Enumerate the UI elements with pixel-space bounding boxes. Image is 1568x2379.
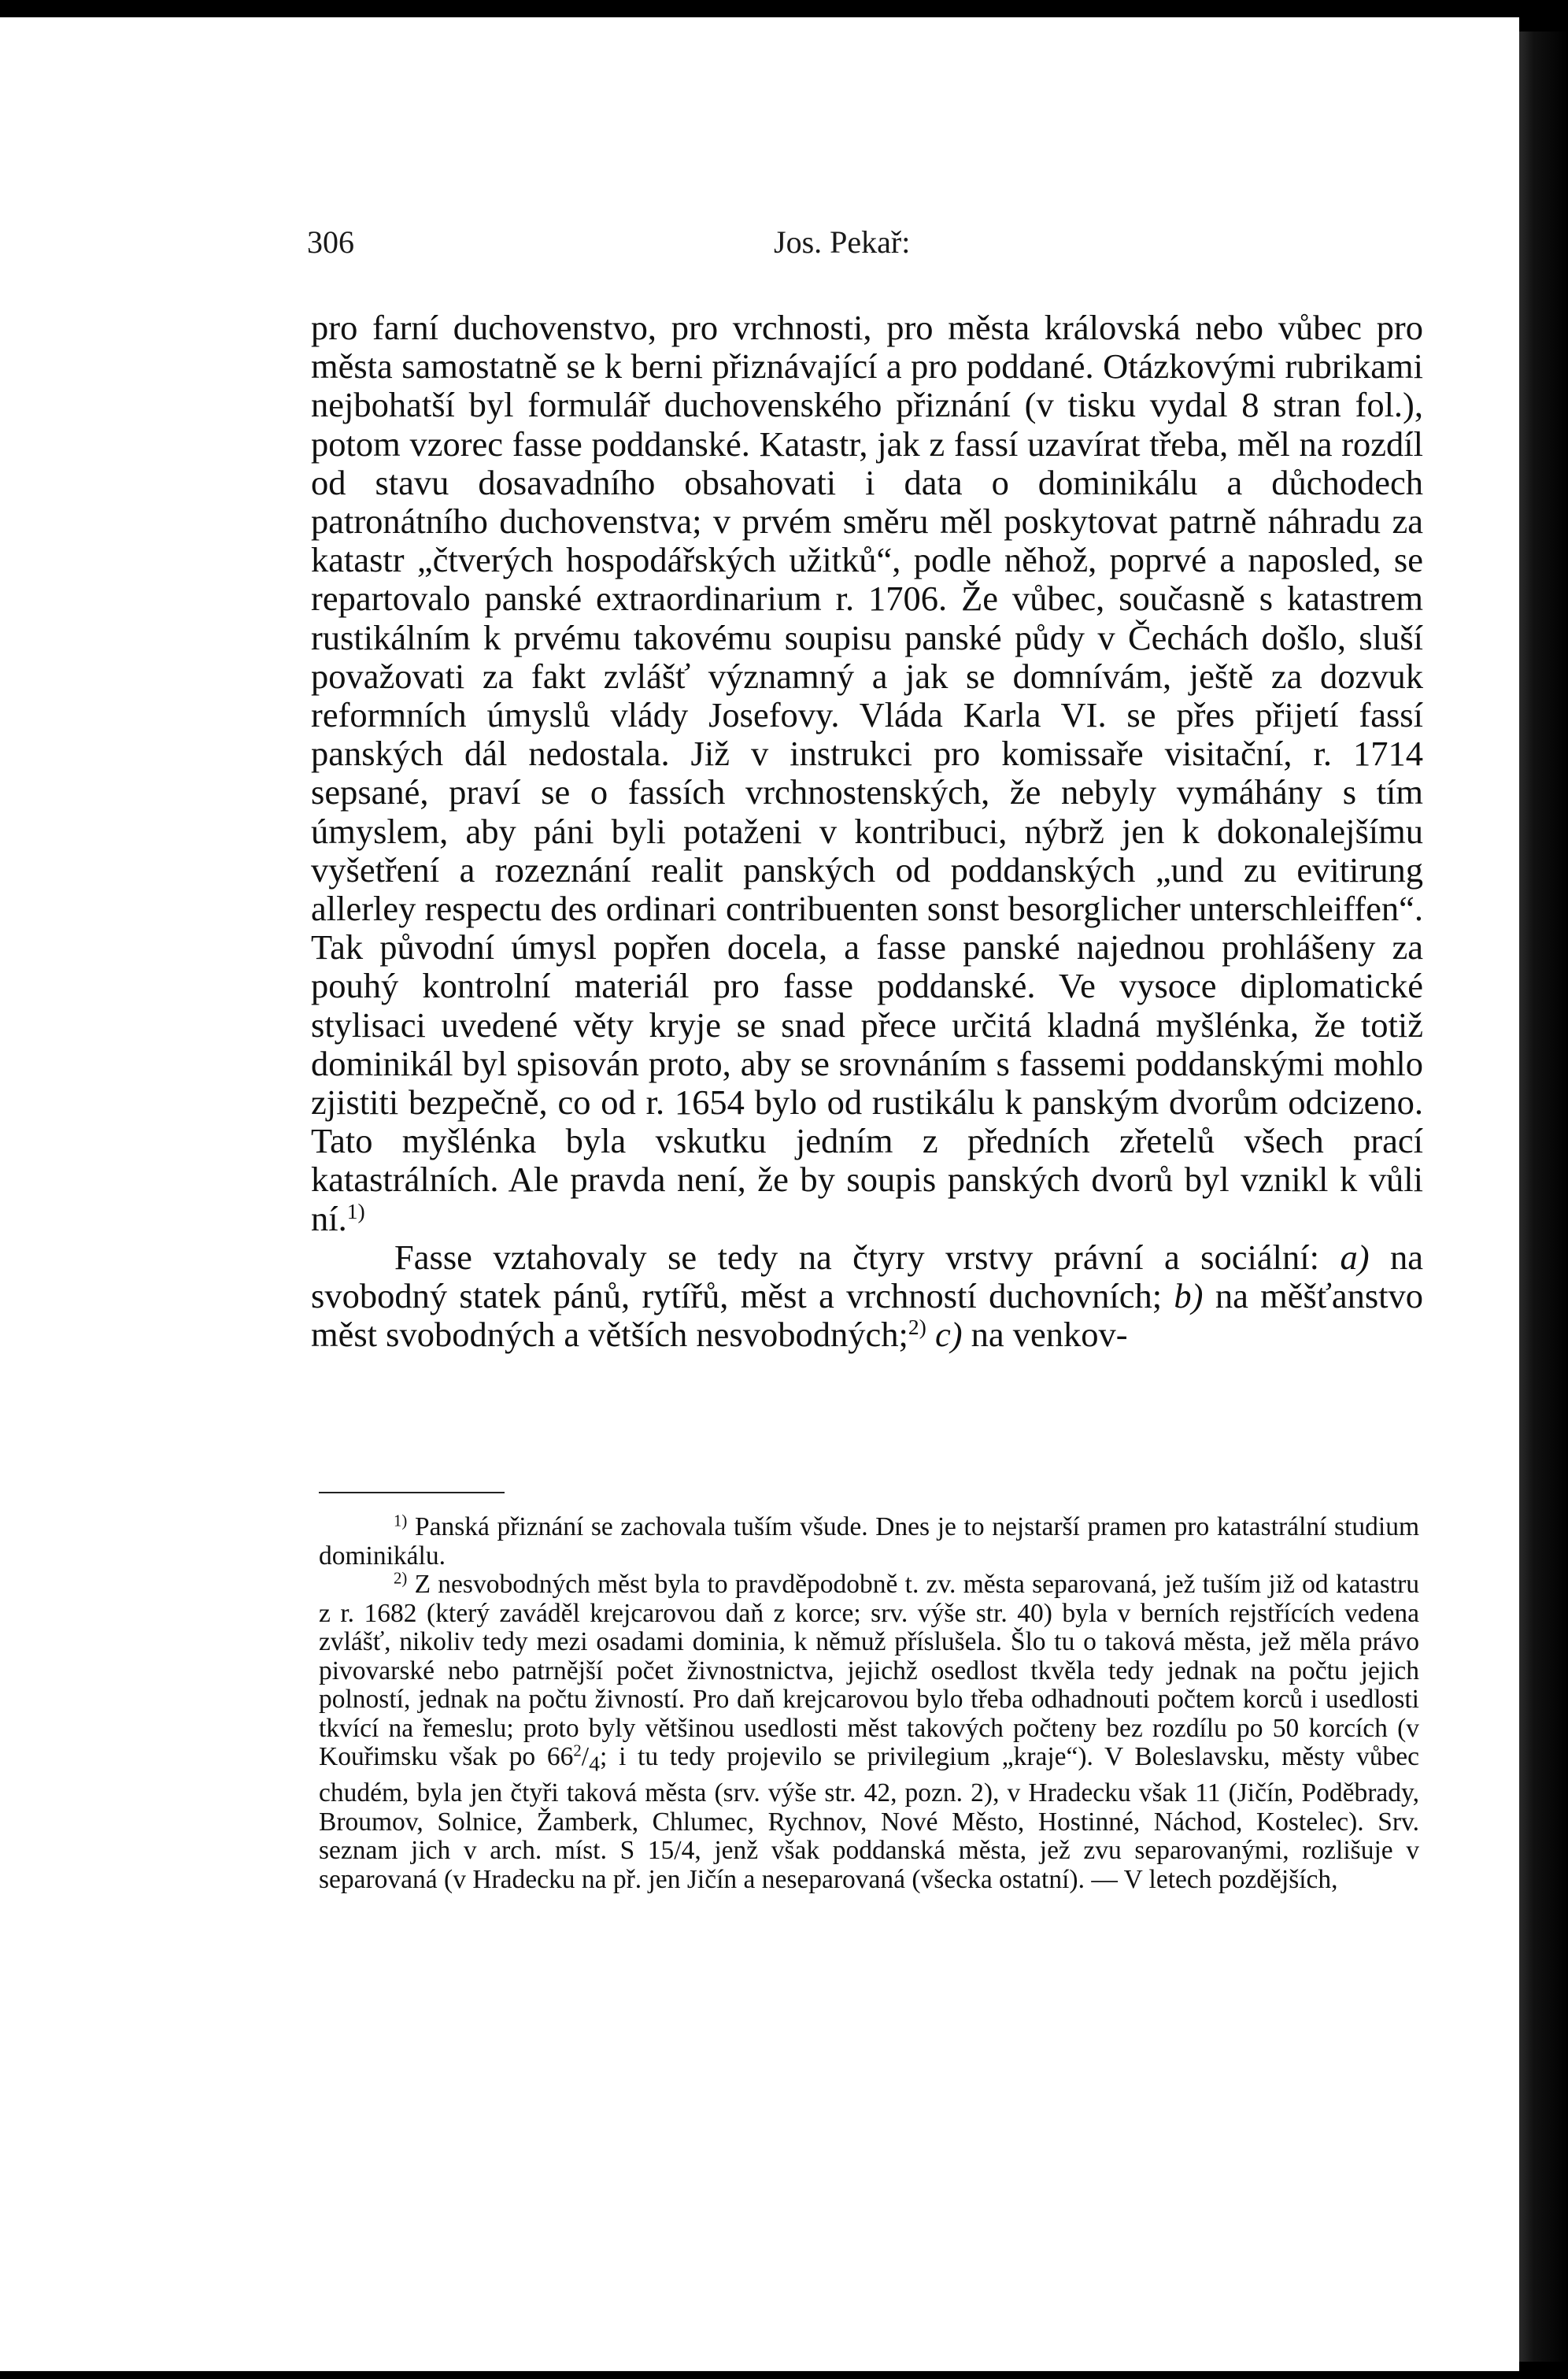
paragraph-2-text-d: na venkov- <box>971 1315 1128 1355</box>
list-mark-c: c) <box>934 1315 963 1355</box>
paragraph-2-text-a: Fasse vztahovaly se tedy na čtyry vrstvy právní a sociální: <box>394 1237 1319 1277</box>
paragraph-1 <box>311 309 1423 1238</box>
footnote-2-text-b: ; i tu tedy projevilo se privilegium „kraje“). V Boleslavsku, městy vůbec chudém, byla jen čtyři taková města (srv. výše str. 42, pozn. 2), v Hradecku však 11 (Jičín, Poděbrady, Broumov, Solnice, Žamberk, Chlumec, Rychnov, Nové Město, Hostinné, Náchod, Kostelec). Srv. seznam jich v arch. míst. S 15/4, jenž však poddanská města, jež zvu separovanými, rozlišuje v separovaná (v Hradecku na př. jen Jičín a neseparovaná (všecka ostatní). — V letech pozdějších, <box>319 1742 1420 1894</box>
footnote-ref-2: 2) <box>908 1315 926 1340</box>
paragraph-2-text-c: na měšťanstvo měst svobodných a větších nesvobodných; <box>311 1276 1424 1355</box>
footnote-ref-1: 1) <box>346 1198 365 1223</box>
fraction-numerator: 2 <box>573 1741 582 1760</box>
page-number: 306 <box>307 224 354 260</box>
footnote-2-mark: 2) <box>394 1569 408 1588</box>
page-header <box>307 224 1425 271</box>
book-page <box>0 17 1519 2371</box>
footnote-1 <box>319 1513 1419 1571</box>
paragraph-2 <box>311 1238 1423 1355</box>
fraction-denominator: 4 <box>589 1752 601 1777</box>
footnote-divider <box>319 1492 505 1493</box>
footnote-2: $^{2)}$ Z nesvobodných měst byla to pravděpodobně t. zv. města separovaná, jež tuším již od katastru z r. 1682 (který zaváděl krejcarovou daň z korce; srv. výše str. 40) byla v berních rejstřících vedena zvlášť, nikoliv tedy mezi osadami dominia, k němuž příslušela. Šlo tu o taková města, jež měla právo pivovarské nebo patrnější počet živnostnictva, jejichž osedlost tkvěla tedy jednak na počtu jejich polností, jednak na počtu živností. Pro daň krejcarovou bylo třeba odhadnouti počtem korců i usedlosti tkvící na řemeslu; proto byly většinou usedlosti měst takových počteny bez rozdílu po 50 korcích (v Kouřimsku však po $66^2/_4$; i tu tedy projevilo se privilegium „kraje“). V Boleslavsku, městy vůbec chudém, byla jen čtyři taková města (srv. výše str. 42, pozn. 2), v Hradecku však 11 (Jičín, Poděbrady, Broumov, Solnice, Žamberk, Chlumec, Rychnov, Nové Město, Hostinné, Náchod, Kostelec). Srv. seznam jich v arch. míst. S 15/4, jenž však poddanská města, jež zvu separovanými, rozlišuje v separovaná (v Hradecku na př. jen Jičín a neseparovaná (všecka ostatní). — V letech pozdějších, <box>319 1569 1420 1894</box>
footnote-2-text-a: Z nesvobodných měst byla to pravděpodobně t. zv. města separovaná, jež tuším již od katastru z r. 1682 (který zaváděl krejcarovou daň z korce; srv. výše str. 40) byla v berních rejstřících vedena zvlášť, nikoliv tedy mezi osadami dominia, k němuž příslušela. Šlo tu o taková města, jež měla právo pivovarské nebo patrnější počet živnostnictva, jejichž osedlost tkvěla tedy jednak na počtu jejich polností, jednak na počtu živností. Pro daň krejcarovou bylo třeba odhadnouti počtem korců i usedlosti tkvící na řemeslu; proto byly většinou usedlosti měst takových počteny bez rozdílu po 50 korcích (v Kouřimsku však po 66 <box>319 1570 1419 1771</box>
footnotes <box>319 1513 1419 1894</box>
running-title: Jos. Pekař: <box>774 224 911 260</box>
paragraph-2-text-b: na svobodný statek pánů, rytířů, měst a vrchností duchovních; <box>311 1237 1424 1316</box>
list-mark-a: a) <box>1340 1237 1370 1277</box>
book-spine-edge <box>1519 31 1568 2362</box>
main-text <box>311 309 1423 1354</box>
list-mark-b: b) <box>1174 1276 1204 1316</box>
footnote-1-text: Panská přiznání se zachovala tuším všude. Dnes je to nejstarší pramen pro katastrální studium dominikálu. <box>319 1512 1420 1571</box>
footnote-1-mark: 1) <box>394 1511 408 1530</box>
paragraph-1-text: pro farní duchovenstvo, pro vrchnosti, pro města královská nebo vůbec pro města samostatně se k berni přiznávající a pro poddané. Otázkovými rubrikami nejbohatší byl formulář duchovenského přiznání (v tisku vydal 8 stran fol.), potom vzorec fasse poddanské. Katastr, jak z fassí uzavírat třeba, měl na rozdíl od stavu dosavadního obsahovati i data o dominikálu a důchodech patronátního duchovenstva; v prvém směru měl poskytovat patrně náhradu za katastr „čtverých hospodářských užitků“, podle něhož, poprvé a naposled, se repartovalo panské extraordinarium r. 1706. Že vůbec, současně s katastrem rustikálním k prvému takovému soupisu panské půdy v Čechách došlo, sluší považovati za fakt zvlášť významný a jak se domnívám, ještě za dozvuk reformních úmyslů vlády Josefovy. Vláda Karla VI. se přes přijetí fassí panských dál nedostala. Již v instrukci pro komissaře visitační, r. 1714 sepsané, praví se o fassích vrchnostenských, že nebyly vymáhány s tím úmyslem, aby páni byli potaženi v kontribuci, nýbrž jen k dokonalejšímu vyšetření a rozeznání realit panských od poddanských „und zu evitirung allerley respectu des ordinari contribuenten sonst besorglicher unterschleiffen“. Tak původní úmysl popřen docela, a fasse panské najednou prohlášeny za pouhý kontrolní materiál pro fasse poddanské. Ve vysoce diplomatické stylisaci uvedené věty kryje se snad přece určitá kladná myšlénka, že totiž dominikál byl spisován proto, aby se srovnáním s fassemi poddanskými mohlo zjistiti bezpečně, co od r. 1654 bylo od rustikálu k panským dvorům odcizeno. Tato myšlénka byla vskutku jedním z předních zřetelů všech prací katastrálních. Ale pravda není, že by soupis panských dvorů byl vznikl k vůli ní. <box>311 308 1423 1238</box>
